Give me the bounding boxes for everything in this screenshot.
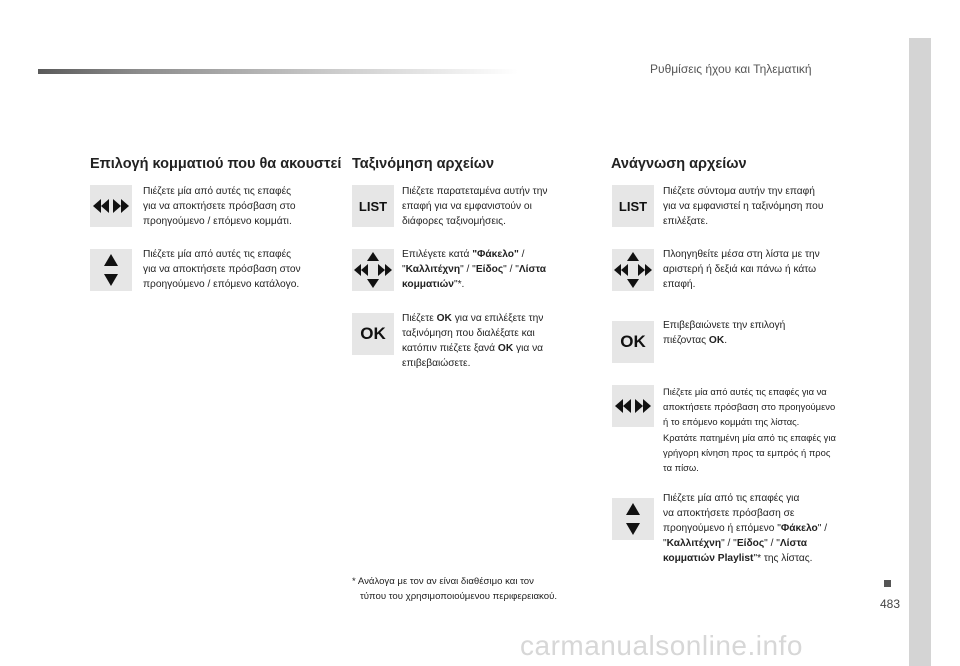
list-button-playback <box>612 185 654 227</box>
skip-prev-next-icon <box>614 398 652 414</box>
col3-item3-text: Επιβεβαιώνετε την επιλογή πιέζοντας OK. <box>663 320 786 346</box>
col3-item2-text: Πλοηγηθείτε μέσα στη λίστα με την αριστερή ή δεξιά και πάνω ή κάτω επαφή. <box>663 249 820 290</box>
section-title-file-playback: Ανάγνωση αρχείων <box>611 156 747 172</box>
section-title-track-selection: Επιλογή κομματιού που θα ακουστεί <box>90 156 342 172</box>
four-way-arrows-icon <box>353 251 393 289</box>
section-title-file-sorting: Ταξινόμηση αρχείων <box>352 156 495 172</box>
ok-button-label: OK <box>360 324 386 343</box>
ok-button-playback <box>612 321 654 363</box>
page-marker <box>884 580 891 587</box>
side-tab-bar <box>909 38 931 666</box>
col2-item3-text: Πιέζετε OK για να επιλέξετε την ταξινόμηση που διαλέξατε και κατόπιν πιέζετε ξανά OK για να επιβεβαιώσετε. <box>402 313 544 369</box>
col3-item5-text: Πιέζετε μία από τις επαφές για να αποκτήσετε πρόσβαση σε προηγούμενο ή επόμενο "Φάκελο" / "Καλλιτέχνη" / "Είδος" / "Λίστα κομματιών Playlist"* της λίστας. <box>663 493 828 564</box>
page-header-title: Ρυθμίσεις ήχου και Τηλεματική <box>650 62 812 76</box>
list-button-label: LIST <box>358 198 388 214</box>
ok-button-label: OK <box>620 332 646 351</box>
up-down-arrows-icon <box>625 502 641 536</box>
col3-item4-text: Πιέζετε μία από αυτές τις επαφές για να αποκτήσετε πρόσβαση στο προηγούμενο ή το επόμενο κομμάτι της λίστας. Κρατάτε πατημένη μία από τις επαφές για γρήγορη κίνηση προς τα εμπρός ή προς τα πίσω. <box>663 386 836 474</box>
watermark: carmanualsonline.info <box>520 630 803 661</box>
list-button <box>352 185 394 227</box>
col2-item1-text: Πιέζετε παρατεταμένα αυτήν την επαφή για να εμφανιστούν οι διάφορες ταξινομήσεις. <box>402 186 548 227</box>
skip-prev-next-icon <box>92 198 130 214</box>
up-down-arrows-icon <box>103 253 119 287</box>
page-number: 483 <box>880 597 901 611</box>
four-way-arrows-icon <box>613 251 653 289</box>
ok-button <box>352 313 394 355</box>
footnote: * Ανάλογα με τον αν είναι διαθέσιμο και τον τύπου του χρησιμοποιούμενου περιφερειακού. <box>352 576 557 602</box>
list-button-label: LIST <box>618 198 648 214</box>
col3-item1-text: Πιέζετε σύντομα αυτήν την επαφή για να εμφανιστεί η ταξινόμηση που επιλέξατε. <box>663 186 824 227</box>
skip-prev-next-button-playback <box>612 385 654 427</box>
col2-item2-text: Επιλέγετε κατά "Φάκελο" / "Καλλιτέχνη" / "Είδος" / "Λίστα κομματιών"*. <box>402 249 546 290</box>
col1-item1-text: Πιέζετε μία από αυτές τις επαφές για να αποκτήσετε πρόσβαση στο προηγούμενο / επόμενο κομμάτι. <box>143 186 296 227</box>
col1-item2-text: Πιέζετε μία από αυτές τις επαφές για να αποκτήσετε πρόσβαση στον προηγούμενο / επόμενο κατάλογο. <box>143 249 301 290</box>
up-down-button-playback <box>612 498 654 540</box>
header-gradient-bar <box>38 69 518 74</box>
four-way-button <box>352 249 394 291</box>
four-way-button-playback <box>612 249 654 291</box>
skip-prev-next-button <box>90 185 132 227</box>
up-down-button <box>90 249 132 291</box>
